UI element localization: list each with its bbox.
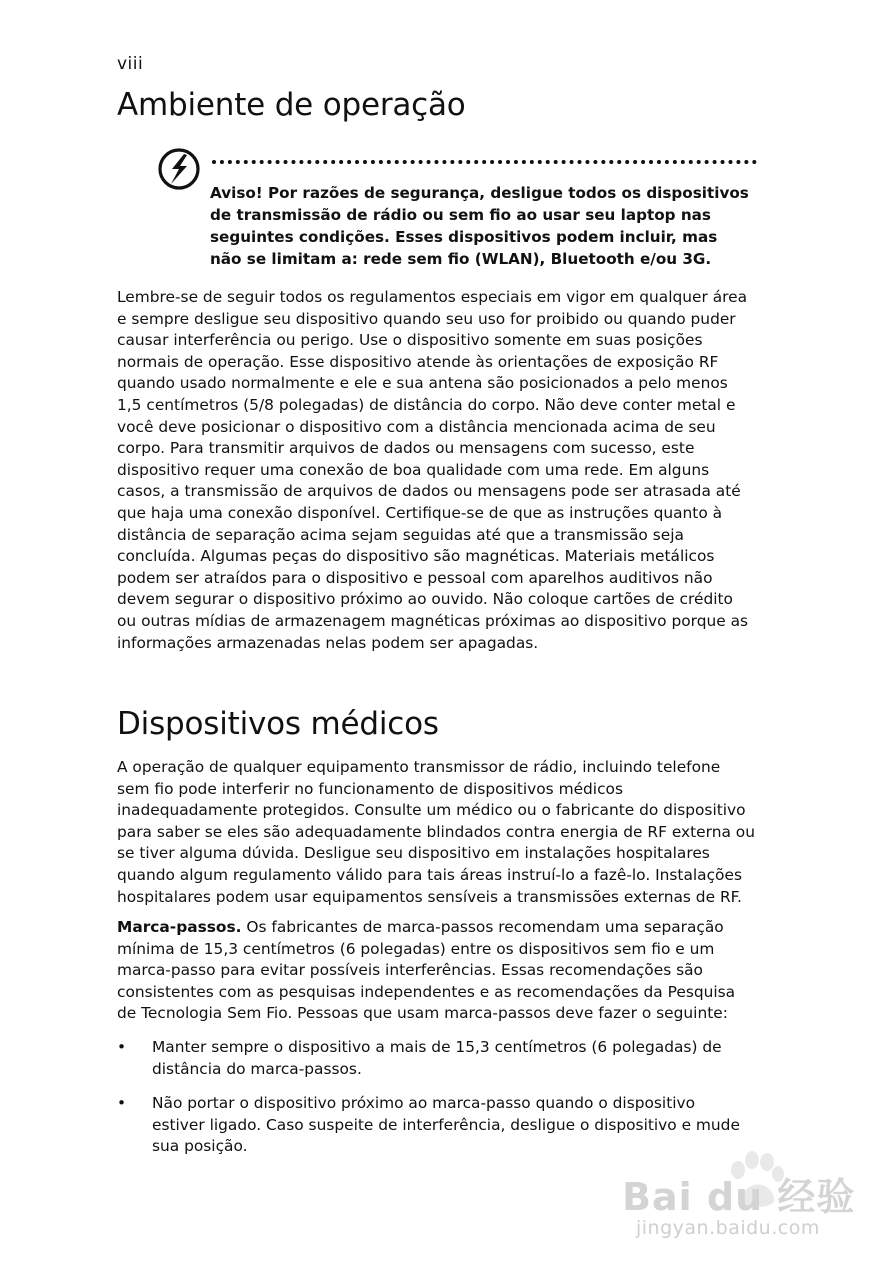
section-title-operating-environment: Ambiente de operação bbox=[117, 87, 466, 123]
lightning-warning-icon bbox=[157, 147, 201, 191]
bullet-icon: • bbox=[117, 1094, 127, 1112]
pacemaker-paragraph bbox=[117, 917, 757, 1025]
operating-environment-paragraph: Lembre-se de seguir todos os regulamentos especiais em vigor em qualquer área e sempre desligue seu dispositivo quando seu uso for proibido ou quando puder causar interferência ou perigo. Use o dispositivo somente em suas posições normais de operação. Esse dispositivo atende às orientações de exposição RF quando usado normalmente e ele e sua antena são posicionados a pelo menos 1,5 centímetros (5/8 polegadas) de distância do corpo. Não deve conter metal e você deve posicionar o dispositivo com a distância mencionada acima de seu corpo. Para transmitir arquivos de dados ou mensagens com sucesso, este dispositivo requer uma conexão de boa qualidade com uma rede. Em alguns casos, a transmissão de arquivos de dados ou mensagens pode ser atrasada até que haja uma conexão disponível. Certifique-se de que as instruções quanto à distância de separação acima sejam seguidas até que a transmissão seja concluída. Algumas peças do dispositivo são magnéticas. Materiais metálicos podem ser atraídos para o dispositivo e pessoal com aparelhos auditivos não devem segurar o dispositivo próximo ao ouvido. Não coloque cartões de crédito ou outras mídias de armazenagem magnéticas próximas ao dispositivo porque as informações armazenadas nelas podem ser apagadas. bbox=[117, 288, 749, 652]
watermark-url: jingyan.baidu.com bbox=[636, 1217, 820, 1239]
list-item-text: Manter sempre o dispositivo a mais de 15,3 centímetros (6 polegadas) de distância do marca-passos. bbox=[152, 1038, 722, 1078]
medical-devices-paragraph: A operação de qualquer equipamento transmissor de rádio, incluindo telefone sem fio pode interferir no funcionamento de dispositivos médicos inadequadamente protegidos. Consulte um médico ou o fabricante do dispositivo para saber se eles são adequadamente blindados contra energia de RF externa ou se tiver alguma dúvida. Desligue seu dispositivo em instalações hospitalares quando algum regulamento válido para tais áreas instruí-lo a fazê-lo. Instalações hospitalares podem usar equipamentos sensíveis a transmissões externas de RF. bbox=[117, 758, 755, 906]
bullet-icon: • bbox=[117, 1038, 127, 1056]
section-title-medical-devices: Dispositivos médicos bbox=[117, 706, 439, 742]
watermark-brand: Bai du 经验 bbox=[622, 1175, 856, 1219]
pacemaker-text: Os fabricantes de marca-passos recomendam uma separação mínima de 15,3 centímetros (6 polegadas) entre os dispositivos sem fio e um marca-passo para evitar possíveis interferências. Essas recomendações são consistentes com as pesquisas independentes e as recomendações da Pesquisa de Tecnologia Sem Fio. Pessoas que usam marca-passos deve fazer o seguinte: bbox=[117, 918, 736, 1023]
page-number: viii bbox=[117, 54, 144, 74]
warning-divider bbox=[212, 160, 757, 164]
list-item-text: Não portar o dispositivo próximo ao marca-passo quando o dispositivo estiver ligado. Caso suspeite de interferência, desligue o dispositivo e mude sua posição. bbox=[152, 1094, 740, 1156]
pacemaker-lead: Marca-passos. bbox=[117, 918, 242, 936]
warning-text: Aviso! Por razões de segurança, desligue todos os dispositivos de transmissão de rádio ou sem fio ao usar seu laptop nas seguintes condições. Esses dispositivos podem incluir, mas não se limitam a: rede sem fio (WLAN), Bluetooth e/ou 3G. bbox=[210, 184, 749, 268]
